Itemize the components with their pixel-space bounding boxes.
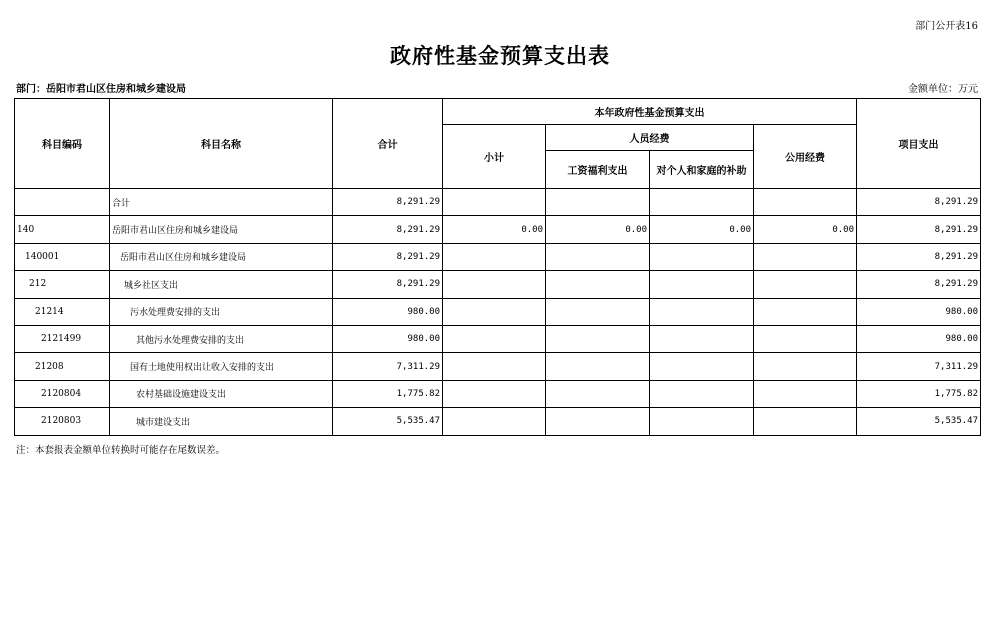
table-row: [15, 243, 981, 270]
cell-subsidies: [650, 325, 754, 352]
header-name: 科目名称: [110, 99, 333, 189]
header-subtotal: 小计: [443, 125, 546, 189]
cell-public: [754, 380, 857, 407]
cell-wages: [546, 243, 650, 270]
cell-wages: [546, 380, 650, 407]
header-current-year: 本年政府性基金预算支出: [443, 99, 857, 125]
table-row: [15, 353, 981, 380]
cell-subsidies: [650, 380, 754, 407]
table-row: [15, 271, 981, 298]
cell-code: [15, 189, 110, 216]
header-code: 科目编码: [15, 99, 110, 189]
cell-total: 8,291.29: [333, 271, 443, 298]
cell-public: [754, 189, 857, 216]
cell-wages: [546, 298, 650, 325]
cell-code: 140: [15, 216, 110, 243]
cell-name: 污水处理费安排的支出: [110, 298, 333, 325]
cell-project: 8,291.29: [857, 271, 981, 298]
cell-subtotal: [443, 298, 546, 325]
cell-total: 8,291.29: [333, 216, 443, 243]
page-title: 政府性基金预算支出表: [390, 43, 610, 68]
cell-subsidies: 0.00: [650, 216, 754, 243]
cell-public: [754, 298, 857, 325]
table-row: [15, 408, 981, 435]
cell-project: 980.00: [857, 325, 981, 352]
cell-subtotal: [443, 353, 546, 380]
cell-subtotal: 0.00: [443, 216, 546, 243]
cell-total: 7,311.29: [333, 353, 443, 380]
cell-public: [754, 243, 857, 270]
cell-project: 980.00: [857, 298, 981, 325]
cell-code: 2120803: [15, 408, 110, 435]
cell-subtotal: [443, 408, 546, 435]
cell-name: 国有土地使用权出让收入安排的支出: [110, 353, 333, 380]
cell-name: 农村基础设施建设支出: [110, 380, 333, 407]
cell-name: 城乡社区支出: [110, 271, 333, 298]
header-personnel: 人员经费: [546, 125, 754, 151]
cell-project: 1,775.82: [857, 380, 981, 407]
footnote: 注：本套报表金额单位转换时可能存在尾数误差。: [16, 445, 226, 456]
cell-wages: 0.00: [546, 216, 650, 243]
cell-subsidies: [650, 298, 754, 325]
cell-total: 8,291.29: [333, 243, 443, 270]
table-row: [15, 189, 981, 216]
cell-public: [754, 271, 857, 298]
cell-subsidies: [650, 243, 754, 270]
cell-subsidies: [650, 353, 754, 380]
cell-subsidies: [650, 408, 754, 435]
table-row: [15, 298, 981, 325]
cell-total: 8,291.29: [333, 189, 443, 216]
cell-name: 其他污水处理费安排的支出: [110, 325, 333, 352]
table-row: [15, 380, 981, 407]
cell-subtotal: [443, 243, 546, 270]
cell-code: 2121499: [15, 325, 110, 352]
department-label: 部门：岳阳市君山区住房和城乡建设局: [16, 84, 186, 95]
table-row: [15, 325, 981, 352]
cell-project: 7,311.29: [857, 353, 981, 380]
cell-name: 城市建设支出: [110, 408, 333, 435]
cell-name: 合计: [110, 189, 333, 216]
cell-subsidies: [650, 271, 754, 298]
cell-code: 2120804: [15, 380, 110, 407]
header-public: 公用经费: [754, 125, 857, 189]
cell-wages: [546, 189, 650, 216]
header-project: 项目支出: [857, 99, 981, 189]
page-tag: 部门公开表16: [915, 21, 978, 32]
cell-public: [754, 408, 857, 435]
cell-total: 980.00: [333, 298, 443, 325]
cell-subtotal: [443, 189, 546, 216]
cell-total: 1,775.82: [333, 380, 443, 407]
cell-project: 8,291.29: [857, 243, 981, 270]
cell-code: 21214: [15, 298, 110, 325]
cell-wages: [546, 353, 650, 380]
cell-code: 140001: [15, 243, 110, 270]
cell-subtotal: [443, 325, 546, 352]
cell-total: 5,535.47: [333, 408, 443, 435]
table-body: [15, 189, 981, 436]
cell-total: 980.00: [333, 325, 443, 352]
cell-code: 212: [15, 271, 110, 298]
cell-code: 21208: [15, 353, 110, 380]
amount-unit-label: 金额单位：万元: [908, 84, 978, 95]
cell-public: [754, 325, 857, 352]
budget-table: [14, 98, 981, 436]
header-total: 合计: [333, 99, 443, 189]
header-subsidies: 对个人和家庭的补助: [650, 151, 754, 189]
cell-project: 5,535.47: [857, 408, 981, 435]
cell-wages: [546, 271, 650, 298]
cell-wages: [546, 325, 650, 352]
cell-project: 8,291.29: [857, 216, 981, 243]
cell-project: 8,291.29: [857, 189, 981, 216]
cell-public: 0.00: [754, 216, 857, 243]
cell-subtotal: [443, 380, 546, 407]
cell-name: 岳阳市君山区住房和城乡建设局: [110, 216, 333, 243]
table-row: [15, 216, 981, 243]
cell-subtotal: [443, 271, 546, 298]
cell-name: 岳阳市君山区住房和城乡建设局: [110, 243, 333, 270]
cell-public: [754, 353, 857, 380]
cell-subsidies: [650, 189, 754, 216]
header-wages: 工资福利支出: [546, 151, 650, 189]
cell-wages: [546, 408, 650, 435]
